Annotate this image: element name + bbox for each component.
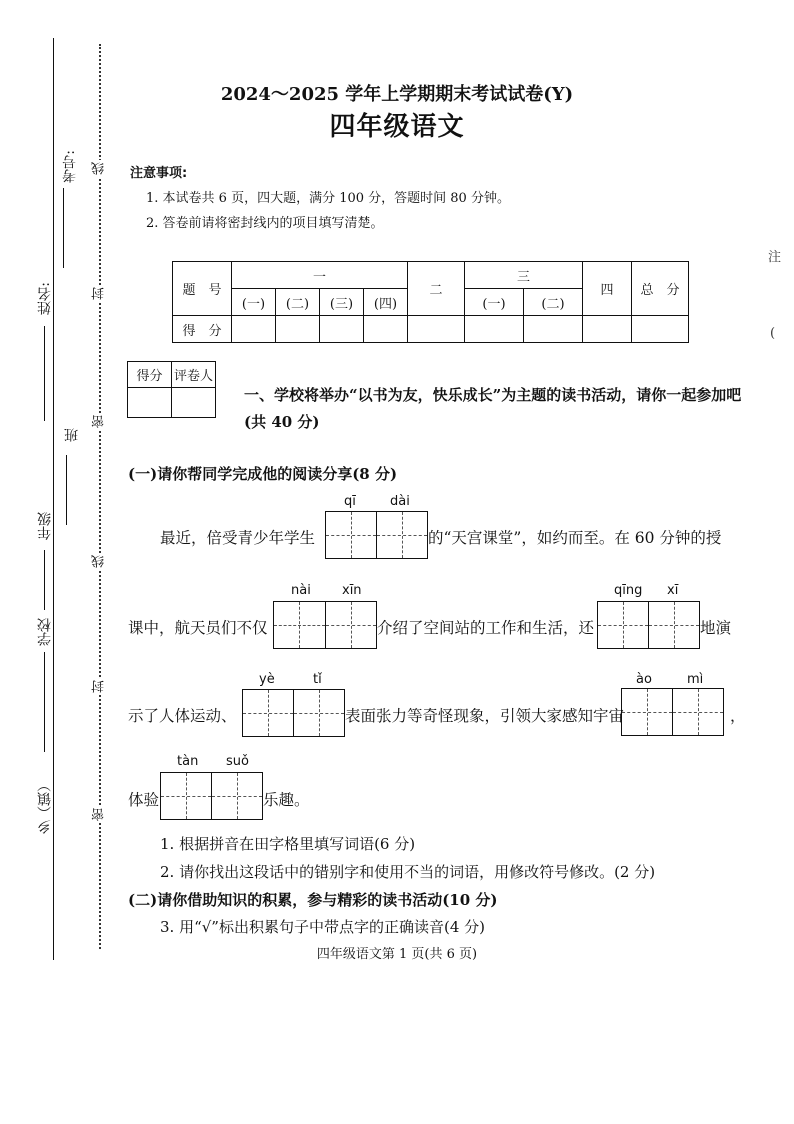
seal-word-secret-1: 密 xyxy=(92,415,107,428)
score-cell[interactable] xyxy=(320,316,364,343)
grader-score-cell[interactable] xyxy=(128,388,172,418)
score-table-question-label: 题 号 xyxy=(173,262,232,316)
notice-heading: 注意事项: xyxy=(130,166,188,181)
text-line1-b: 的“天宫课堂”，如约而至。在 60 分钟的授 xyxy=(428,529,722,547)
exam-no-label: 考号: xyxy=(62,150,78,183)
pinyin-dai: dài xyxy=(390,494,410,509)
score-table-part2: 二 xyxy=(408,262,465,316)
score-table xyxy=(172,261,689,343)
grade-label: 年级 xyxy=(37,512,53,540)
page-footer: 四年级语文第 1 页(共 6 页) xyxy=(316,947,478,962)
tian-grid-naixin[interactable] xyxy=(273,601,377,649)
pinyin-suo: suǒ xyxy=(226,754,249,769)
school-line xyxy=(44,652,45,752)
pinyin-tan: tàn xyxy=(177,754,199,769)
seal-word-line-1: 线 xyxy=(92,162,107,175)
notice-item-2: 2. 答卷前请将密封线内的项目填写清楚。 xyxy=(146,216,384,231)
score-table-sub-1-2: (二) xyxy=(276,289,320,316)
score-table-sub-1-1: (一) xyxy=(232,289,276,316)
seal-word-secret-2: 密 xyxy=(92,808,107,821)
text-line3-a: 示了人体运动、 xyxy=(128,707,237,725)
question-1: 1. 根据拼音在田字格里填写词语(6 分) xyxy=(160,835,416,853)
tian-grid-qidai[interactable] xyxy=(325,511,428,559)
text-line2-b: 介绍了空间站的工作和生活，还 xyxy=(377,619,595,637)
score-table-part1: 一 xyxy=(232,262,408,289)
seal-word-seal-2: 封 xyxy=(92,680,107,693)
grader-reviewer-cell[interactable] xyxy=(172,388,216,418)
pinyin-qing: qīng xyxy=(614,583,643,598)
score-cell[interactable] xyxy=(632,316,689,343)
grade-line xyxy=(44,550,45,610)
grader-score-label: 得分 xyxy=(128,362,172,388)
question-2: 2. 请你找出这段话中的错别字和使用不当的词语，用修改符号修改。(2 分) xyxy=(160,863,656,881)
score-cell[interactable] xyxy=(232,316,276,343)
grader-reviewer-label: 评卷人 xyxy=(172,362,216,388)
score-table-sub-3-2: (二) xyxy=(524,289,583,316)
score-cell[interactable] xyxy=(408,316,465,343)
town-label: 乡（镇） xyxy=(37,778,53,834)
pinyin-ye: yè xyxy=(259,672,275,687)
text-line2-a: 课中，航天员们不仅 xyxy=(128,619,268,637)
score-cell[interactable] xyxy=(364,316,408,343)
pinyin-ao: ào xyxy=(636,672,652,687)
name-label: 姓名: xyxy=(37,282,53,315)
margin-mark-2: ( xyxy=(770,326,776,341)
score-table-sub-1-3: (三) xyxy=(320,289,364,316)
score-cell[interactable] xyxy=(276,316,320,343)
section2-title: (二)请你借助知识的积累，参与精彩的读书活动(10 分) xyxy=(128,891,498,909)
part1-title: 一、学校将举办“以书为友，快乐成长”为主题的读书活动，请你一起参加吧(共 40 分) xyxy=(244,386,742,431)
score-table-sub-1-4: (四) xyxy=(364,289,408,316)
seal-word-line-2: 线 xyxy=(92,555,107,568)
grader-box xyxy=(127,361,216,418)
exam-no-line xyxy=(63,188,64,268)
seal-word-seal-1: 封 xyxy=(92,287,107,300)
question-3: 3. 用“√”标出积累句子中带点字的正确读音(4 分) xyxy=(160,918,485,936)
school-label: 学校 xyxy=(37,618,53,646)
tian-grid-aomi[interactable] xyxy=(621,688,724,736)
pinyin-xi: xī xyxy=(667,583,679,598)
tian-grid-yeti[interactable] xyxy=(242,689,345,737)
margin-mark-1: 注 xyxy=(768,250,782,265)
text-line3-c: ， xyxy=(730,707,746,725)
score-table-total: 总 分 xyxy=(632,262,689,316)
pinyin-qi: qī xyxy=(344,494,356,509)
score-table-sub-3-1: (一) xyxy=(465,289,524,316)
text-line2-c: 地演 xyxy=(700,619,732,637)
score-table-part3: 三 xyxy=(465,262,583,289)
class-label: 班 xyxy=(64,428,80,442)
class-line xyxy=(66,455,67,525)
pinyin-ti: tǐ xyxy=(313,672,322,687)
section1-title: (一)请你帮同学完成他的阅读分享(8 分) xyxy=(128,465,398,483)
score-table-score-label: 得 分 xyxy=(173,316,232,343)
exam-title: 2024～2025 学年上学期期末考试试卷(Y) xyxy=(220,84,574,105)
subject-title: 四年级语文 xyxy=(329,112,465,142)
pinyin-xin: xīn xyxy=(342,583,362,598)
text-line4-a: 体验 xyxy=(128,791,160,809)
pinyin-nai: nài xyxy=(291,583,311,598)
tian-grid-tansuo[interactable] xyxy=(160,772,263,820)
name-line xyxy=(44,326,45,421)
score-table-part4: 四 xyxy=(583,262,632,316)
score-cell[interactable] xyxy=(583,316,632,343)
text-line3-b: 表面张力等奇怪现象，引领大家感知宇宙 xyxy=(345,707,625,725)
score-cell[interactable] xyxy=(465,316,524,343)
pinyin-mi: mì xyxy=(687,672,704,687)
text-line1-a: 最近，倍受青少年学生 xyxy=(160,529,316,547)
tian-grid-qingxi[interactable] xyxy=(597,601,700,649)
text-line4-b: 乐趣。 xyxy=(263,791,310,809)
score-cell[interactable] xyxy=(524,316,583,343)
notice-item-1: 1. 本试卷共 6 页，四大题，满分 100 分，答题时间 80 分钟。 xyxy=(146,191,510,206)
